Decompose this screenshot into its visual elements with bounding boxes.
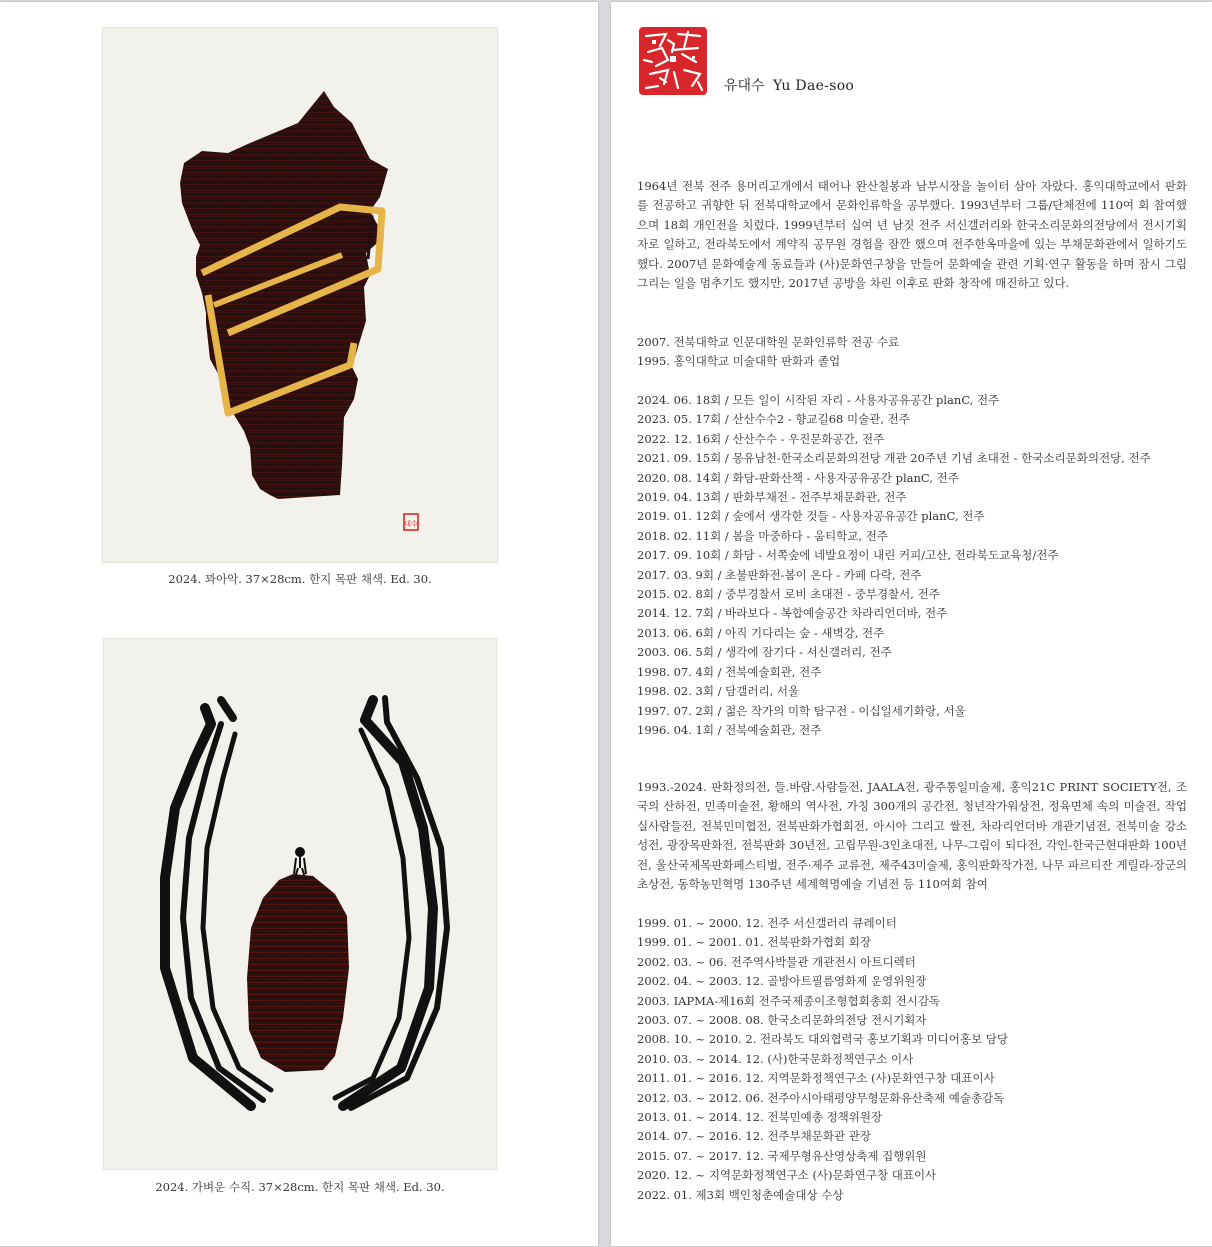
list-item: 2020. 12. ~ 지역문화정책연구소 (사)문화연구창 대표이사 [637,1168,937,1183]
list-item: 1995. 홍익대학교 미술대학 판화과 졸업 [637,354,841,369]
list-item: 2002. 04. ~ 2003. 12. 골방아트필름영화제 운영위원장 [637,974,927,989]
list-item: 2003. 07. ~ 2008. 08. 한국소리문화의전당 전시기획자 [637,1013,927,1028]
list-item: 2023. 05. 17회 / 산산수수2 - 향교길68 미술관, 전주 [637,412,910,427]
artist-name-en: Yu Dae-soo [773,78,855,94]
list-item: 2017. 03. 9회 / 초불판화전-봄이 온다 - 카페 다락, 전주 [637,567,922,582]
artwork-rock-print[interactable] [102,27,498,563]
right-page [611,2,1212,1246]
list-item: 2003. IAPMA-제16회 전주국제종이조형협회총회 전시감독 [637,993,941,1008]
list-item: 2002. 03. ~ 06. 전주역사박물관 개관전시 아트디렉터 [637,954,916,969]
artwork-caption: 2024. 가벼운 수직. 37×28cm. 한지 목판 채색. Ed. 30. [155,1180,445,1194]
artwork-vertical-print[interactable] [103,638,497,1170]
list-item: 1998. 07. 4회 / 전북예술회관, 전주 [637,664,822,679]
list-item: 2010. 03. ~ 2014. 12. (사)한국문화정책연구소 이사 [637,1051,914,1066]
list-item: 2019. 01. 12회 / 숲에서 생각한 것들 - 사용자공유공간 planC, 전주 [637,509,985,524]
list-item: 2024. 06. 18회 / 모든 일이 시작된 자리 - 사용자공유공간 planC, 전주 [637,393,1000,407]
artist-seal-icon [638,26,708,96]
list-item: 2017. 09. 10회 / 화담 - 서쪽숲에 네발요정이 내린 커피/고산, 전라북도교육청/전주 [637,548,1059,563]
list-item: 2003. 06. 5회 / 생각에 잠기다 - 서신갤러리, 전주 [637,645,892,660]
artist-biography: 1964년 전북 전주 용머리고개에서 태어나 완산칠봉과 남부시장을 놀이터 삼아 자랐다. 홍익대학교에서 판화를 전공하고 귀향한 뒤 전북대학교에서 문화인류학을 공부했다. 1993년부터 그룹/단체전에 110여 회 참여했으며 18회 개인전을 치렀다. 1999년부터 십여 년 남짓 전주 서신갤러리와 한국소리문화의전당에서 전시기획자로 일하고, 전라북도에서 계약직 공무원 경험을 잠깐 했으며 전주한옥마을에 있는 부채문화관에서 일하기도 했다. 2007년 문화예술계 동료들과 (사)문화연구창을 만들어 문화예술 관련 기획·연구 활동을 하며 잠시 그림 그리는 일을 멈추기도 했지만, 2017년 공방을 차린 이후로 판화 창작에 매진하고 있다. [637,179,1187,291]
list-item: 2022. 01. 제3회 백인청춘예술대상 수상 [637,1187,844,1202]
list-item: 2013. 06. 6회 / 아직 기다리는 숲 - 새벽강, 전주 [637,625,885,640]
svg-text:대수: 대수 [404,520,418,528]
career-list [637,914,1187,1205]
list-item: 2015. 02. 8회 / 중부경찰서 로비 초대전 - 중부경찰서, 전주 [637,587,940,602]
group-exhibitions: 1993.-2024. 판화정의전, 들.바람.사람들전, JAALA전, 광주통일미술제, 홍익21C PRINT SOCIETY전, 조국의 산하전, 민족미술전, 황해의 역사전, 가칭 300개의 공간전, 청년작가워상전, 정육면체 속의 미술전, 작업실사람들전, 전북민미협전, 전북판화가협회전, 아시아 그리고 쌀전, 차라리언더바 개관기념전, 전북미술 강소성전, 광장목판화전, 전북판화 30년전, 고립무원-3인초대전, 나무-그림이 되다전, 각인-한국근현대판화 100년전, 울산국제목판화페스티벌, 전주·제주 교류전, 제주43미술제, 홍익판화작가전, 나무 파르티잔 게릴라-장군의 초상전, 동학농민혁명 130주년 세계혁명예술 기념전 등 110여회 참여 [637,780,1187,892]
solo-exhibitions-list [637,391,1187,740]
artist-name-ko: 유대수 [724,78,765,94]
list-item: 2007. 전북대학교 인문대학원 문화인류학 전공 수료 [637,335,900,349]
education-list [637,333,1187,372]
list-item: 2022. 12. 16회 / 산산수수 - 우진문화공간, 전주 [637,431,885,446]
list-item: 1998. 02. 3회 / 담갤러리, 서울 [637,684,800,699]
list-item: 2014. 07. ~ 2016. 12. 전주부채문화관 관장 [637,1129,871,1144]
list-item: 1996. 04. 1회 / 전북예술회관, 전주 [637,722,822,737]
artwork-caption: 2024. 꽈아악. 37×28cm. 한지 목판 채색. Ed. 30. [168,572,432,586]
list-item: 1999. 01. ~ 2000. 12. 전주 서신갤러리 큐레이터 [637,916,897,930]
artist-name [724,75,854,95]
list-item: 2013. 01. ~ 2014. 12. 전북민예총 정책위원장 [637,1110,883,1125]
list-item: 2020. 08. 14회 / 화담-판화산책 - 사용자공유공간 planC, 전주 [637,470,959,485]
woodcut-arms-image [103,638,497,1170]
list-item: 2014. 12. 7회 / 바라보다 - 복합예술공간 차라리언더바, 전주 [637,606,948,621]
list-item: 2015. 07. ~ 2017. 12. 국제무형유산영상축제 집행위원 [637,1148,927,1163]
list-item: 2011. 01. ~ 2016. 12. 지역문화정책연구소 (사)문화연구창 대표이사 [637,1071,995,1086]
list-item: 2019. 04. 13회 / 판화부채전 - 전주부채문화관, 전주 [637,490,907,505]
list-item: 2018. 02. 11회 / 봄을 마중하다 - 움티학교, 전주 [637,528,888,543]
woodcut-rock-image [102,27,498,563]
list-item: 2012. 03. ~ 2012. 06. 전주아시아태평양무형문화유산축제 예술총감독 [637,1090,1005,1105]
left-page [0,2,598,1246]
list-item: 1999. 01. ~ 2001. 01. 전북판화가협회 회장 [637,935,871,950]
list-item: 1997. 07. 2회 / 젊은 작가의 미학 탐구전 - 이십일세기화랑, 서울 [637,703,966,718]
list-item: 2008. 10. ~ 2010. 2. 전라북도 대외협력국 홍보기획과 미디어홍보 담당 [637,1032,1008,1047]
list-item: 2021. 09. 15회 / 몽유남천-한국소리문화의전당 개관 20주년 기념 초대전 - 한국소리문화의전당, 전주 [637,451,1151,466]
